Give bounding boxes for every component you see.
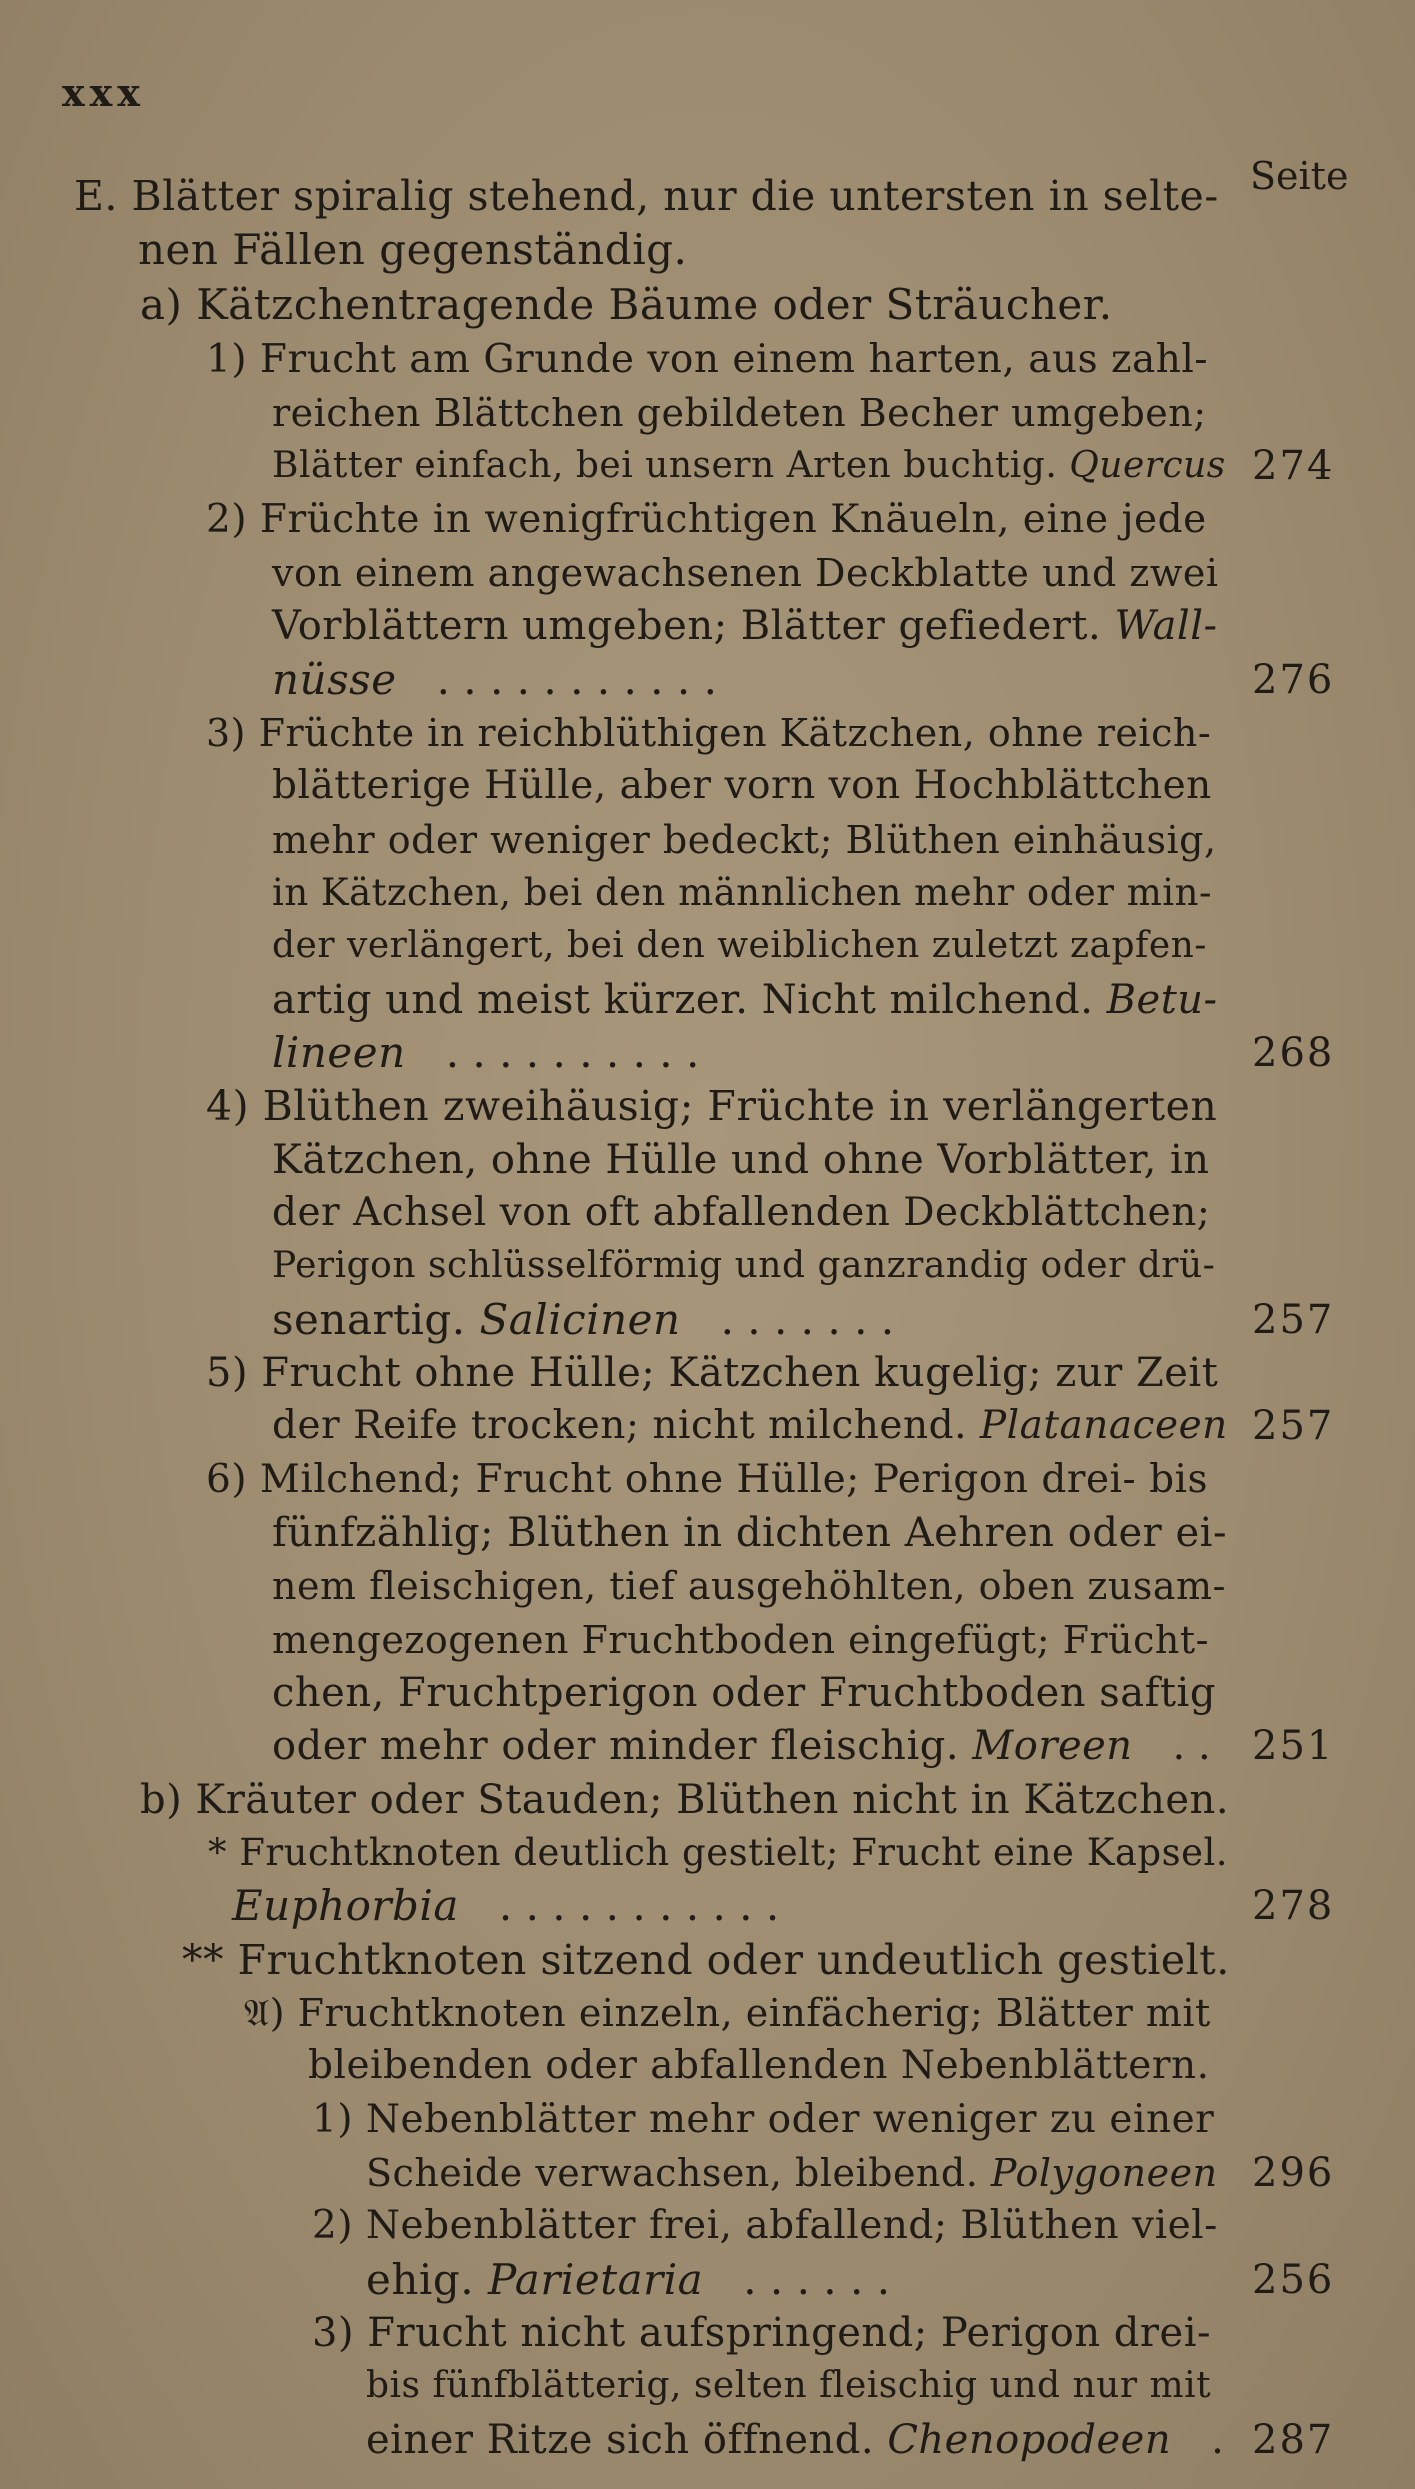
leader-dots: . . . . . . — [743, 2255, 891, 2304]
text-line — [206, 490, 1207, 550]
line-text: Scheide verwachsen, bleibend. — [366, 2151, 979, 2195]
text-line — [308, 2036, 1210, 2096]
line-text: Blätter einfach, bei unsern Arten buchtig. — [272, 445, 1058, 486]
text-line — [272, 1023, 699, 1083]
text-line — [272, 383, 1207, 443]
line-text: 𝔄) Fruchtknoten einzeln, einfächerig; Blätter mit — [244, 1991, 1211, 2035]
line-text: 5) Frucht ohne Hülle; Kätzchen kugelig; zur Zeit — [206, 1350, 1219, 1396]
line-text: ** Fruchtknoten sitzend oder undeutlich gestielt. — [182, 1936, 1230, 1984]
text-line — [272, 1236, 1215, 1296]
line-text: nen Fällen gegenständig. — [138, 225, 688, 274]
taxon-name: Wall- — [1114, 603, 1218, 649]
text-line — [272, 1503, 1227, 1563]
page-number: 257 — [1252, 1297, 1335, 1343]
text-line — [206, 1076, 1217, 1136]
line-text: a) Kätzchentragende Bäume oder Sträucher. — [140, 280, 1113, 329]
text-line — [140, 1770, 1229, 1830]
line-text: 2) Früchte in wenigfrüchtigen Knäueln, eine jede — [206, 497, 1207, 542]
text-line — [272, 436, 1226, 496]
text-line — [272, 756, 1212, 816]
line-text: ehig. — [366, 2255, 475, 2304]
line-text: 1) Frucht am Grunde von einem harten, aus zahl- — [206, 337, 1209, 382]
taxon-name: Parietaria — [487, 2255, 704, 2304]
taxon-name: Moreen — [972, 1723, 1133, 1769]
text-line — [312, 2090, 1214, 2150]
text-line — [366, 2143, 1218, 2203]
line-text: mehr oder weniger bedeckt; Blüthen einhäusig, — [272, 818, 1217, 862]
page-column-label: Seite — [1250, 154, 1349, 198]
text-line — [182, 1930, 1230, 1990]
leader-dots: . . — [1172, 1723, 1211, 1769]
text-line — [272, 596, 1218, 656]
text-line — [366, 2250, 890, 2310]
line-text: der Reife trocken; nicht milchend. — [272, 1403, 967, 1448]
page-header-roman: xxx — [62, 70, 145, 115]
leader-dots: . . . . . . . . . . . — [498, 1881, 780, 1930]
line-text: von einem angewachsenen Deckblatte und zwei — [272, 551, 1219, 595]
line-text: fünfzählig; Blüthen in dichten Aehren oder ei- — [272, 1510, 1227, 1556]
line-text: mengezogenen Fruchtboden eingefügt; Frücht- — [272, 1618, 1209, 1662]
taxon-name: Betu- — [1106, 977, 1218, 1023]
line-text: 3) Frucht nicht aufspringend; Perigon drei- — [312, 2310, 1211, 2356]
page-number: 276 — [1252, 657, 1335, 703]
page-number: 296 — [1252, 2150, 1335, 2196]
text-line — [272, 650, 717, 710]
text-line — [272, 1130, 1210, 1190]
text-line — [208, 1823, 1228, 1883]
line-text: der Achsel von oft abfallenden Deckblättchen; — [272, 1190, 1211, 1235]
taxon-name: Salicinen — [479, 1295, 681, 1344]
line-text: * Fruchtknoten deutlich gestielt; Frucht eine Kapsel. — [208, 1831, 1229, 1874]
line-text: Kätzchen, ohne Hülle und ohne Vorblätter, in — [272, 1137, 1210, 1183]
leader-dots: . . . . . . . — [720, 1295, 895, 1344]
text-line — [272, 970, 1218, 1030]
text-line — [272, 1290, 894, 1350]
leader-dots: . . . . . . . . . . . — [436, 655, 717, 704]
line-text: 3) Früchte in reichblüthigen Kätzchen, ohne reich- — [206, 711, 1212, 755]
line-text: oder mehr oder minder fleischig. — [272, 1723, 960, 1769]
line-text: reichen Blättchen gebildeten Becher umgeben; — [272, 391, 1207, 435]
text-line — [140, 275, 1113, 335]
leader-dots: . . . . . . . . . . — [445, 1028, 700, 1077]
page-number: 268 — [1252, 1030, 1335, 1076]
text-line — [272, 543, 1219, 603]
page-number: 287 — [1252, 2417, 1335, 2463]
text-line — [206, 1343, 1218, 1403]
line-text: in Kätzchen, bei den männlichen mehr oder min- — [272, 871, 1212, 914]
page-number: 256 — [1252, 2257, 1335, 2303]
line-text: 1) Nebenblätter mehr oder weniger zu einer — [312, 2097, 1215, 2142]
text-line — [272, 1396, 1228, 1456]
line-text: b) Kräuter oder Stauden; Blüthen nicht in Kätzchen. — [140, 1777, 1230, 1823]
text-line — [272, 916, 1207, 976]
taxon-name: Quercus — [1069, 445, 1226, 486]
text-line — [232, 1876, 779, 1936]
taxon-name: lineen — [272, 1028, 406, 1077]
taxon-name: Polygoneen — [990, 2151, 1218, 2195]
text-line — [206, 703, 1211, 763]
text-line — [366, 2356, 1211, 2416]
taxon-name: Chenopodeen — [887, 2417, 1172, 2463]
line-text: nem fleischigen, tief ausgehöhlten, oben zusam- — [272, 1564, 1226, 1608]
text-line — [244, 1983, 1211, 2043]
line-text: E. Blätter spiralig stehend, nur die untersten in selte- — [74, 172, 1219, 220]
line-text: einer Ritze sich öffnend. — [366, 2417, 875, 2463]
line-text: bis fünfblätterig, selten fleischig und nur mit — [366, 2365, 1212, 2406]
text-line — [74, 166, 1219, 226]
text-line — [272, 1610, 1209, 1670]
text-line — [206, 1450, 1208, 1510]
taxon-name: Platanaceen — [979, 1403, 1228, 1448]
text-line — [138, 220, 687, 280]
text-line — [312, 2303, 1211, 2363]
text-line — [272, 1663, 1216, 1723]
text-line — [272, 810, 1217, 870]
taxon-name: nüsse — [272, 655, 397, 704]
line-text: 6) Milchend; Frucht ohne Hülle; Perigon drei- bis — [206, 1457, 1209, 1502]
text-line — [312, 2196, 1218, 2256]
line-text: der verlängert, bei den weiblichen zuletzt zapfen- — [272, 925, 1207, 966]
line-text: 4) Blüthen zweihäusig; Früchte in verlängerten — [206, 1082, 1218, 1130]
page-number: 257 — [1252, 1403, 1335, 1449]
text-line — [366, 2410, 1224, 2470]
text-line — [272, 1556, 1226, 1616]
page-number: 274 — [1252, 443, 1335, 489]
page-number: 278 — [1252, 1883, 1335, 1929]
line-text: Vorblättern umgeben; Blätter gefiedert. — [272, 603, 1102, 649]
page-number: 251 — [1252, 1723, 1335, 1769]
text-line — [272, 1183, 1210, 1243]
text-line — [272, 1716, 1211, 1776]
line-text: artig und meist kürzer. Nicht milchend. — [272, 977, 1094, 1023]
text-line — [206, 330, 1208, 390]
line-text: chen, Fruchtperigon oder Fruchtboden saftig — [272, 1670, 1216, 1716]
line-text: bleibenden oder abfallenden Nebenblättern. — [308, 2043, 1210, 2088]
text-line — [272, 863, 1212, 923]
leader-dots: . — [1211, 2417, 1224, 2463]
taxon-name: Euphorbia — [232, 1881, 459, 1930]
line-text: blätterige Hülle, aber vorn von Hochblättchen — [272, 763, 1212, 808]
line-text: senartig. — [272, 1295, 466, 1344]
line-text: 2) Nebenblätter frei, abfallend; Blüthen viel- — [312, 2203, 1218, 2248]
line-text: Perigon schlüsselförmig und ganzrandig oder drü- — [272, 1245, 1216, 1286]
